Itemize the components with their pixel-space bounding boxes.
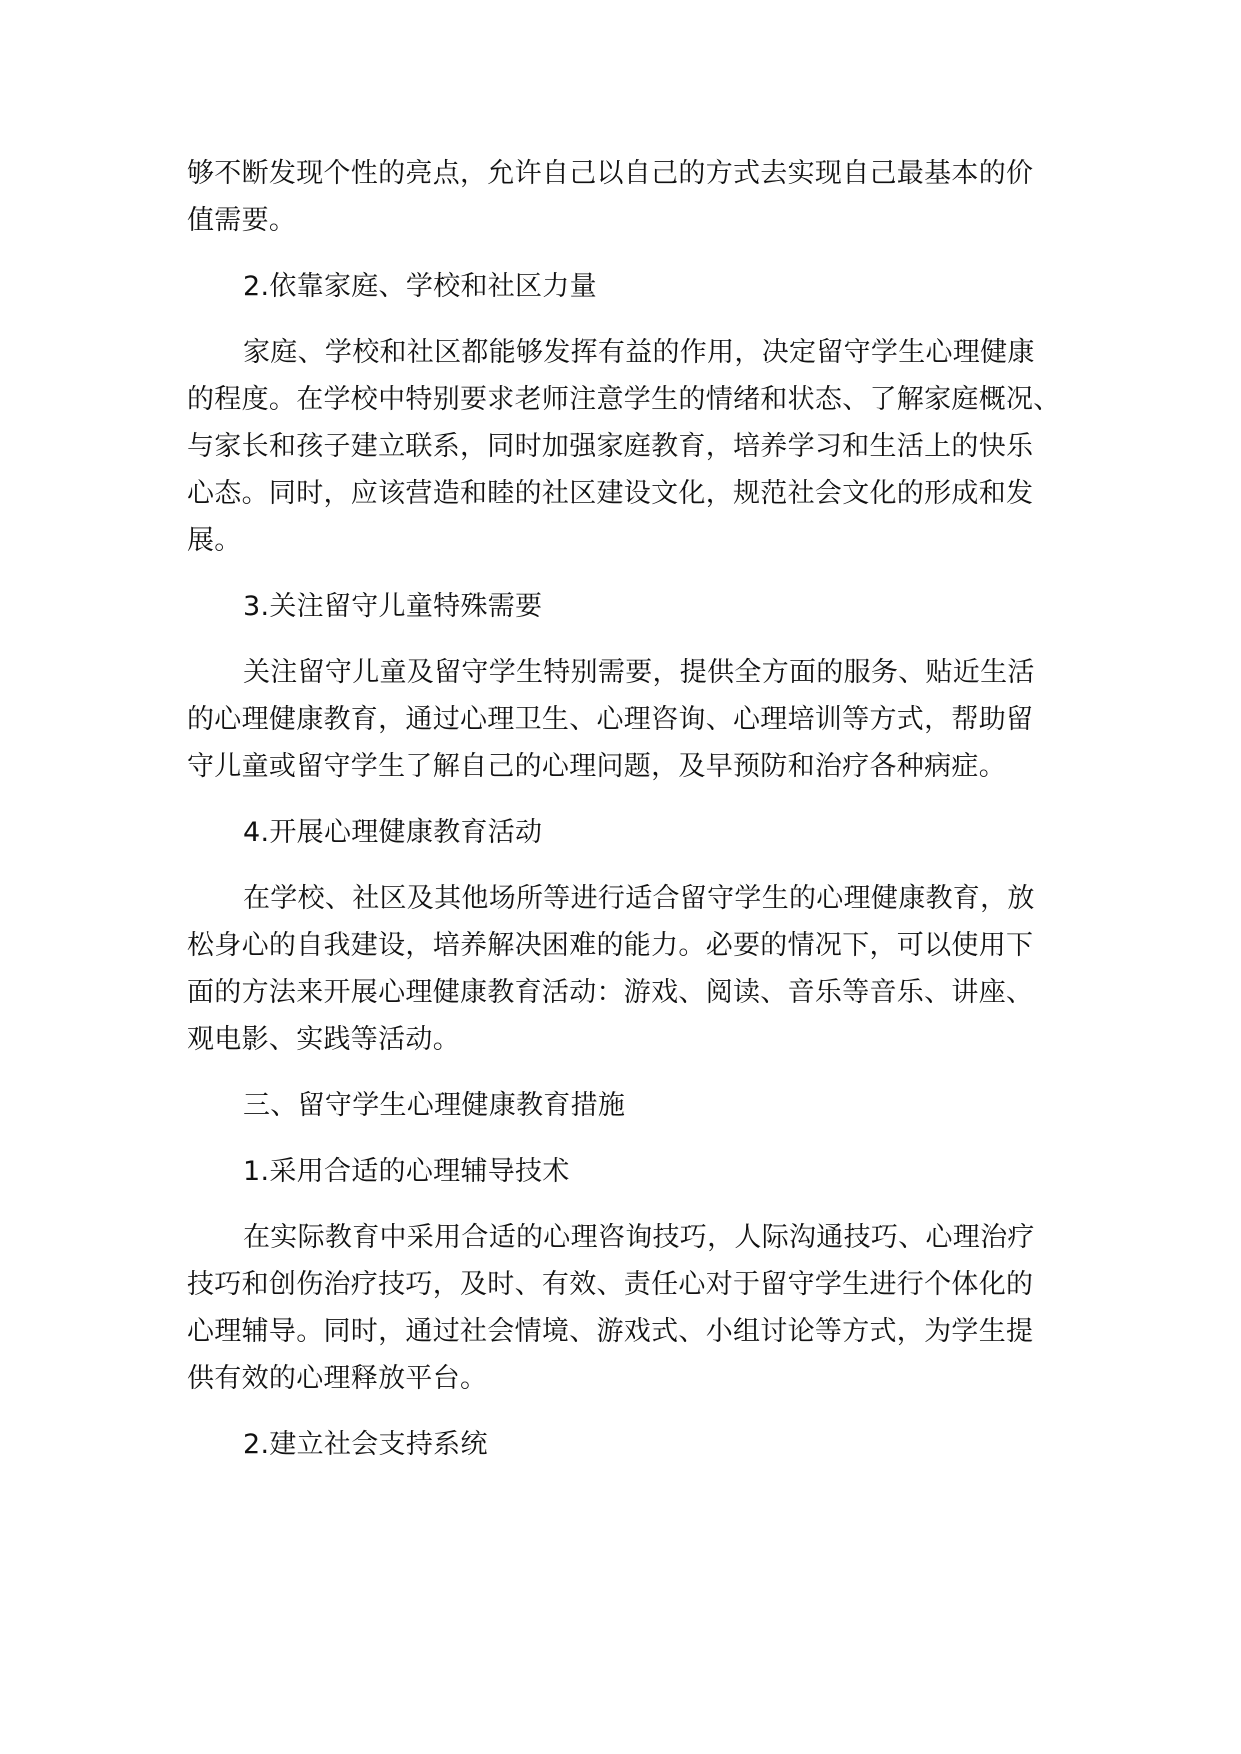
section-heading (187, 263, 1067, 310)
text-line: 与家长和孩子建立联系，同时加强家庭教育，培养学习和生活上的快乐 (187, 431, 1034, 462)
text-line: 的程度。在学校中特别要求老师注意学生的情绪和状态、了解家庭概况、 (187, 384, 1061, 415)
section-heading (187, 583, 1067, 630)
text-line: 技巧和创伤治疗技巧，及时、有效、责任心对于留守学生进行个体化的 (187, 1269, 1034, 1300)
text-line: 够不断发现个性的亮点，允许自己以自己的方式去实现自己最基本的价 (187, 158, 1034, 189)
text-line: 的心理健康教育，通过心理卫生、心理咨询、心理培训等方式，帮助留 (187, 704, 1034, 735)
text-line: 守儿童或留守学生了解自己的心理问题，及早预防和治疗各种病症。 (187, 751, 1006, 782)
heading-text: 2.依靠家庭、学校和社区力量 (243, 271, 597, 302)
heading-text: 2.建立社会支持系统 (243, 1429, 488, 1460)
paragraph (187, 329, 1067, 564)
text-line: 值需要。 (187, 205, 297, 236)
paragraph (187, 1214, 1067, 1402)
text-line: 松身心的自我建设，培养解决困难的能力。必要的情况下，可以使用下 (187, 930, 1034, 961)
section-heading (187, 809, 1067, 856)
text-line: 家庭、学校和社区都能够发挥有益的作用，决定留守学生心理健康 (243, 337, 1035, 368)
text-line: 面的方法来开展心理健康教育活动：游戏、阅读、音乐等音乐、讲座、 (187, 977, 1034, 1008)
paragraph (187, 875, 1067, 1063)
paragraph-continuation (187, 150, 1067, 244)
text-line: 观电影、实践等活动。 (187, 1024, 460, 1055)
heading-text: 3.关注留守儿童特殊需要 (243, 591, 543, 622)
text-line: 关注留守儿童及留守学生特别需要，提供全方面的服务、贴近生活 (243, 657, 1035, 688)
heading-text: 4.开展心理健康教育活动 (243, 817, 543, 848)
section-heading (187, 1421, 1067, 1468)
text-line: 供有效的心理释放平台。 (187, 1363, 488, 1394)
heading-text: 三、留守学生心理健康教育措施 (243, 1090, 626, 1121)
paragraph (187, 649, 1067, 790)
chapter-heading (187, 1082, 1067, 1129)
text-line: 展。 (187, 525, 242, 556)
document-body (187, 150, 1067, 1468)
text-line: 在学校、社区及其他场所等进行适合留守学生的心理健康教育，放 (243, 883, 1035, 914)
text-line: 在实际教育中采用合适的心理咨询技巧，人际沟通技巧、心理治疗 (243, 1222, 1035, 1253)
text-line: 心态。同时，应该营造和睦的社区建设文化，规范社会文化的形成和发 (187, 478, 1034, 509)
text-line: 心理辅导。同时，通过社会情境、游戏式、小组讨论等方式，为学生提 (187, 1316, 1034, 1347)
heading-text: 1.采用合适的心理辅导技术 (243, 1156, 570, 1187)
section-heading (187, 1148, 1067, 1195)
